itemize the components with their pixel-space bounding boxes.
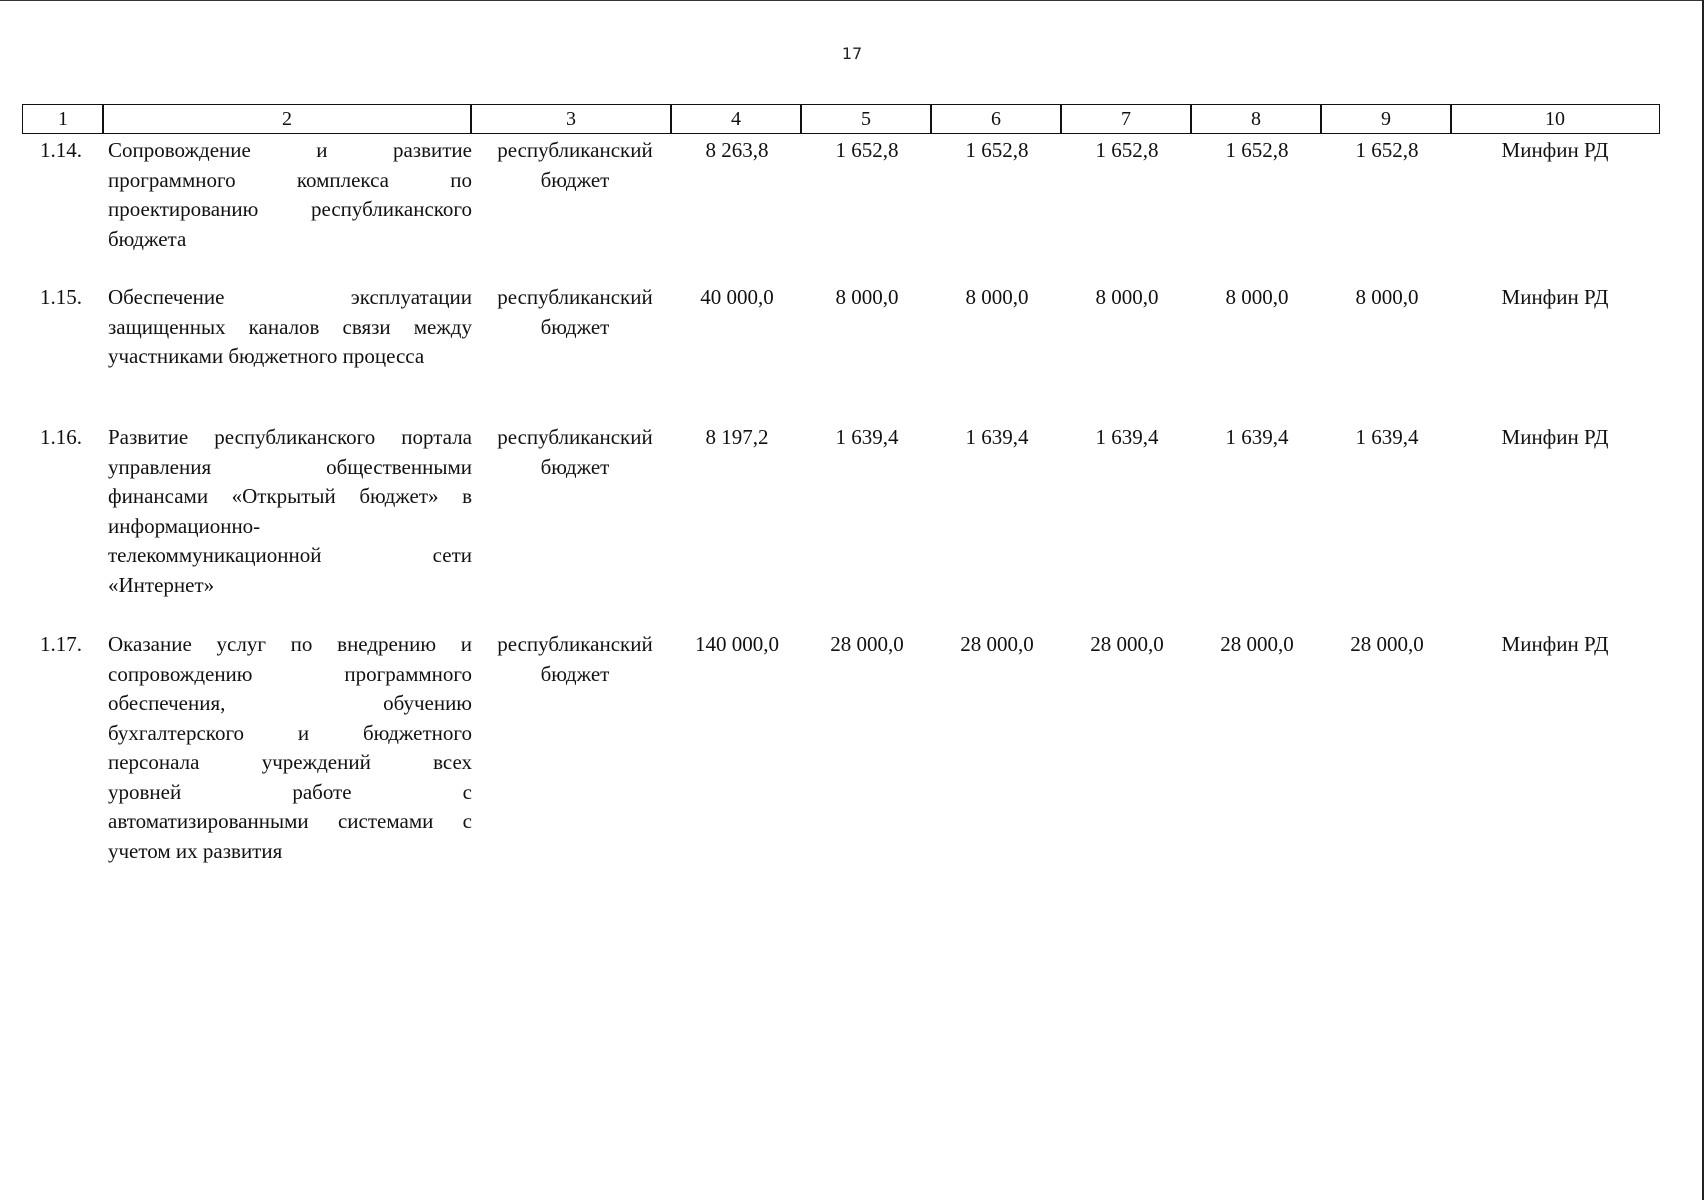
value-col-4: 40 000,0 xyxy=(700,285,774,309)
description-line: управления общественными xyxy=(108,454,472,479)
value-col-5: 1 639,4 xyxy=(835,425,899,449)
row-description xyxy=(108,136,472,254)
funding-source-line: республиканский xyxy=(497,425,653,449)
responsible-executor: Минфин РД xyxy=(1501,632,1609,656)
value-col-9: 28 000,0 xyxy=(1350,632,1424,656)
value-col-6: 28 000,0 xyxy=(960,632,1034,656)
description-line: финансами «Открытый бюджет» в xyxy=(108,484,472,508)
value-col-8: 8 000,0 xyxy=(1225,285,1289,309)
value-col-8: 1 652,8 xyxy=(1225,138,1289,162)
value-col-9: 1 639,4 xyxy=(1355,425,1419,449)
value-col-4: 8 197,2 xyxy=(705,425,769,449)
value-col-9: 1 652,8 xyxy=(1355,138,1419,162)
value-col-9: 8 000,0 xyxy=(1355,285,1419,309)
value-col-5: 1 652,8 xyxy=(835,138,899,162)
funding-source xyxy=(480,283,670,342)
funding-source-line: республиканский xyxy=(497,632,653,656)
description-line: обеспечения, обучению xyxy=(108,691,472,715)
value-col-8: 28 000,0 xyxy=(1220,632,1294,656)
value-col-6: 1 652,8 xyxy=(965,138,1029,162)
header-col-1: 1 xyxy=(22,104,104,134)
row-description xyxy=(108,283,472,372)
page-top-edge xyxy=(0,0,1704,1)
funding-source-line: республиканский xyxy=(497,285,653,309)
description-line: бухгалтерского и бюджетного xyxy=(108,720,472,745)
responsible-executor: Минфин РД xyxy=(1501,138,1609,162)
description-line: персонала учреждений всех xyxy=(108,750,472,774)
header-col-9: 9 xyxy=(1320,104,1452,134)
value-col-6: 1 639,4 xyxy=(965,425,1029,449)
value-col-8: 1 639,4 xyxy=(1225,425,1289,449)
funding-source-line: бюджет xyxy=(540,314,610,339)
value-col-5: 28 000,0 xyxy=(830,632,904,656)
description-line: уровней работе с xyxy=(108,779,472,804)
description-line: автоматизированными системами с xyxy=(108,809,472,833)
funding-source-line: бюджет xyxy=(540,167,610,192)
row-number: 1.14. xyxy=(40,138,82,162)
value-col-7: 8 000,0 xyxy=(1095,285,1159,309)
value-col-7: 1 652,8 xyxy=(1095,138,1159,162)
value-col-7: 1 639,4 xyxy=(1095,425,1159,449)
table-header-row xyxy=(22,104,1704,136)
description-line: учетом их развития xyxy=(108,838,283,863)
value-col-5: 8 000,0 xyxy=(835,285,899,309)
description-line: Обеспечение эксплуатации xyxy=(108,285,472,309)
funding-source-line: бюджет xyxy=(540,454,610,479)
header-col-10: 10 xyxy=(1450,104,1660,134)
header-col-2: 2 xyxy=(102,104,472,134)
description-line: сопровождению программного xyxy=(108,661,472,686)
header-col-6: 6 xyxy=(930,104,1062,134)
value-col-7: 28 000,0 xyxy=(1090,632,1164,656)
row-number: 1.17. xyxy=(40,632,82,656)
description-line: информационно- xyxy=(108,513,261,538)
description-line: программного комплекса по xyxy=(108,167,472,192)
value-col-4: 140 000,0 xyxy=(695,632,779,656)
funding-source-line: республиканский xyxy=(497,138,653,162)
description-line: Развитие республиканского портала xyxy=(108,425,472,449)
description-line: участниками бюджетного процесса xyxy=(108,344,425,368)
description-line: бюджета xyxy=(108,226,187,251)
description-line: Оказание услуг по внедрению и xyxy=(108,632,472,656)
row-number: 1.16. xyxy=(40,425,82,449)
row-number: 1.15. xyxy=(40,285,82,309)
header-col-5: 5 xyxy=(800,104,932,134)
value-col-6: 8 000,0 xyxy=(965,285,1029,309)
row-description xyxy=(108,630,472,866)
description-line: Сопровождение и развитие xyxy=(108,138,472,162)
funding-source xyxy=(480,630,670,689)
header-col-3: 3 xyxy=(470,104,672,134)
description-line: телекоммуникационной сети xyxy=(108,543,472,567)
responsible-executor: Минфин РД xyxy=(1501,425,1609,449)
page-number: 17 xyxy=(841,44,863,63)
header-col-4: 4 xyxy=(670,104,802,134)
description-line: проектированию республиканского xyxy=(108,197,472,221)
funding-source xyxy=(480,423,670,482)
funding-source-line: бюджет xyxy=(540,661,610,686)
header-col-8: 8 xyxy=(1190,104,1322,134)
funding-source xyxy=(480,136,670,195)
description-line: защищенных каналов связи между xyxy=(108,314,472,339)
description-line: «Интернет» xyxy=(108,572,215,597)
header-col-7: 7 xyxy=(1060,104,1192,134)
row-description xyxy=(108,423,472,600)
responsible-executor: Минфин РД xyxy=(1501,285,1609,309)
value-col-4: 8 263,8 xyxy=(705,138,769,162)
